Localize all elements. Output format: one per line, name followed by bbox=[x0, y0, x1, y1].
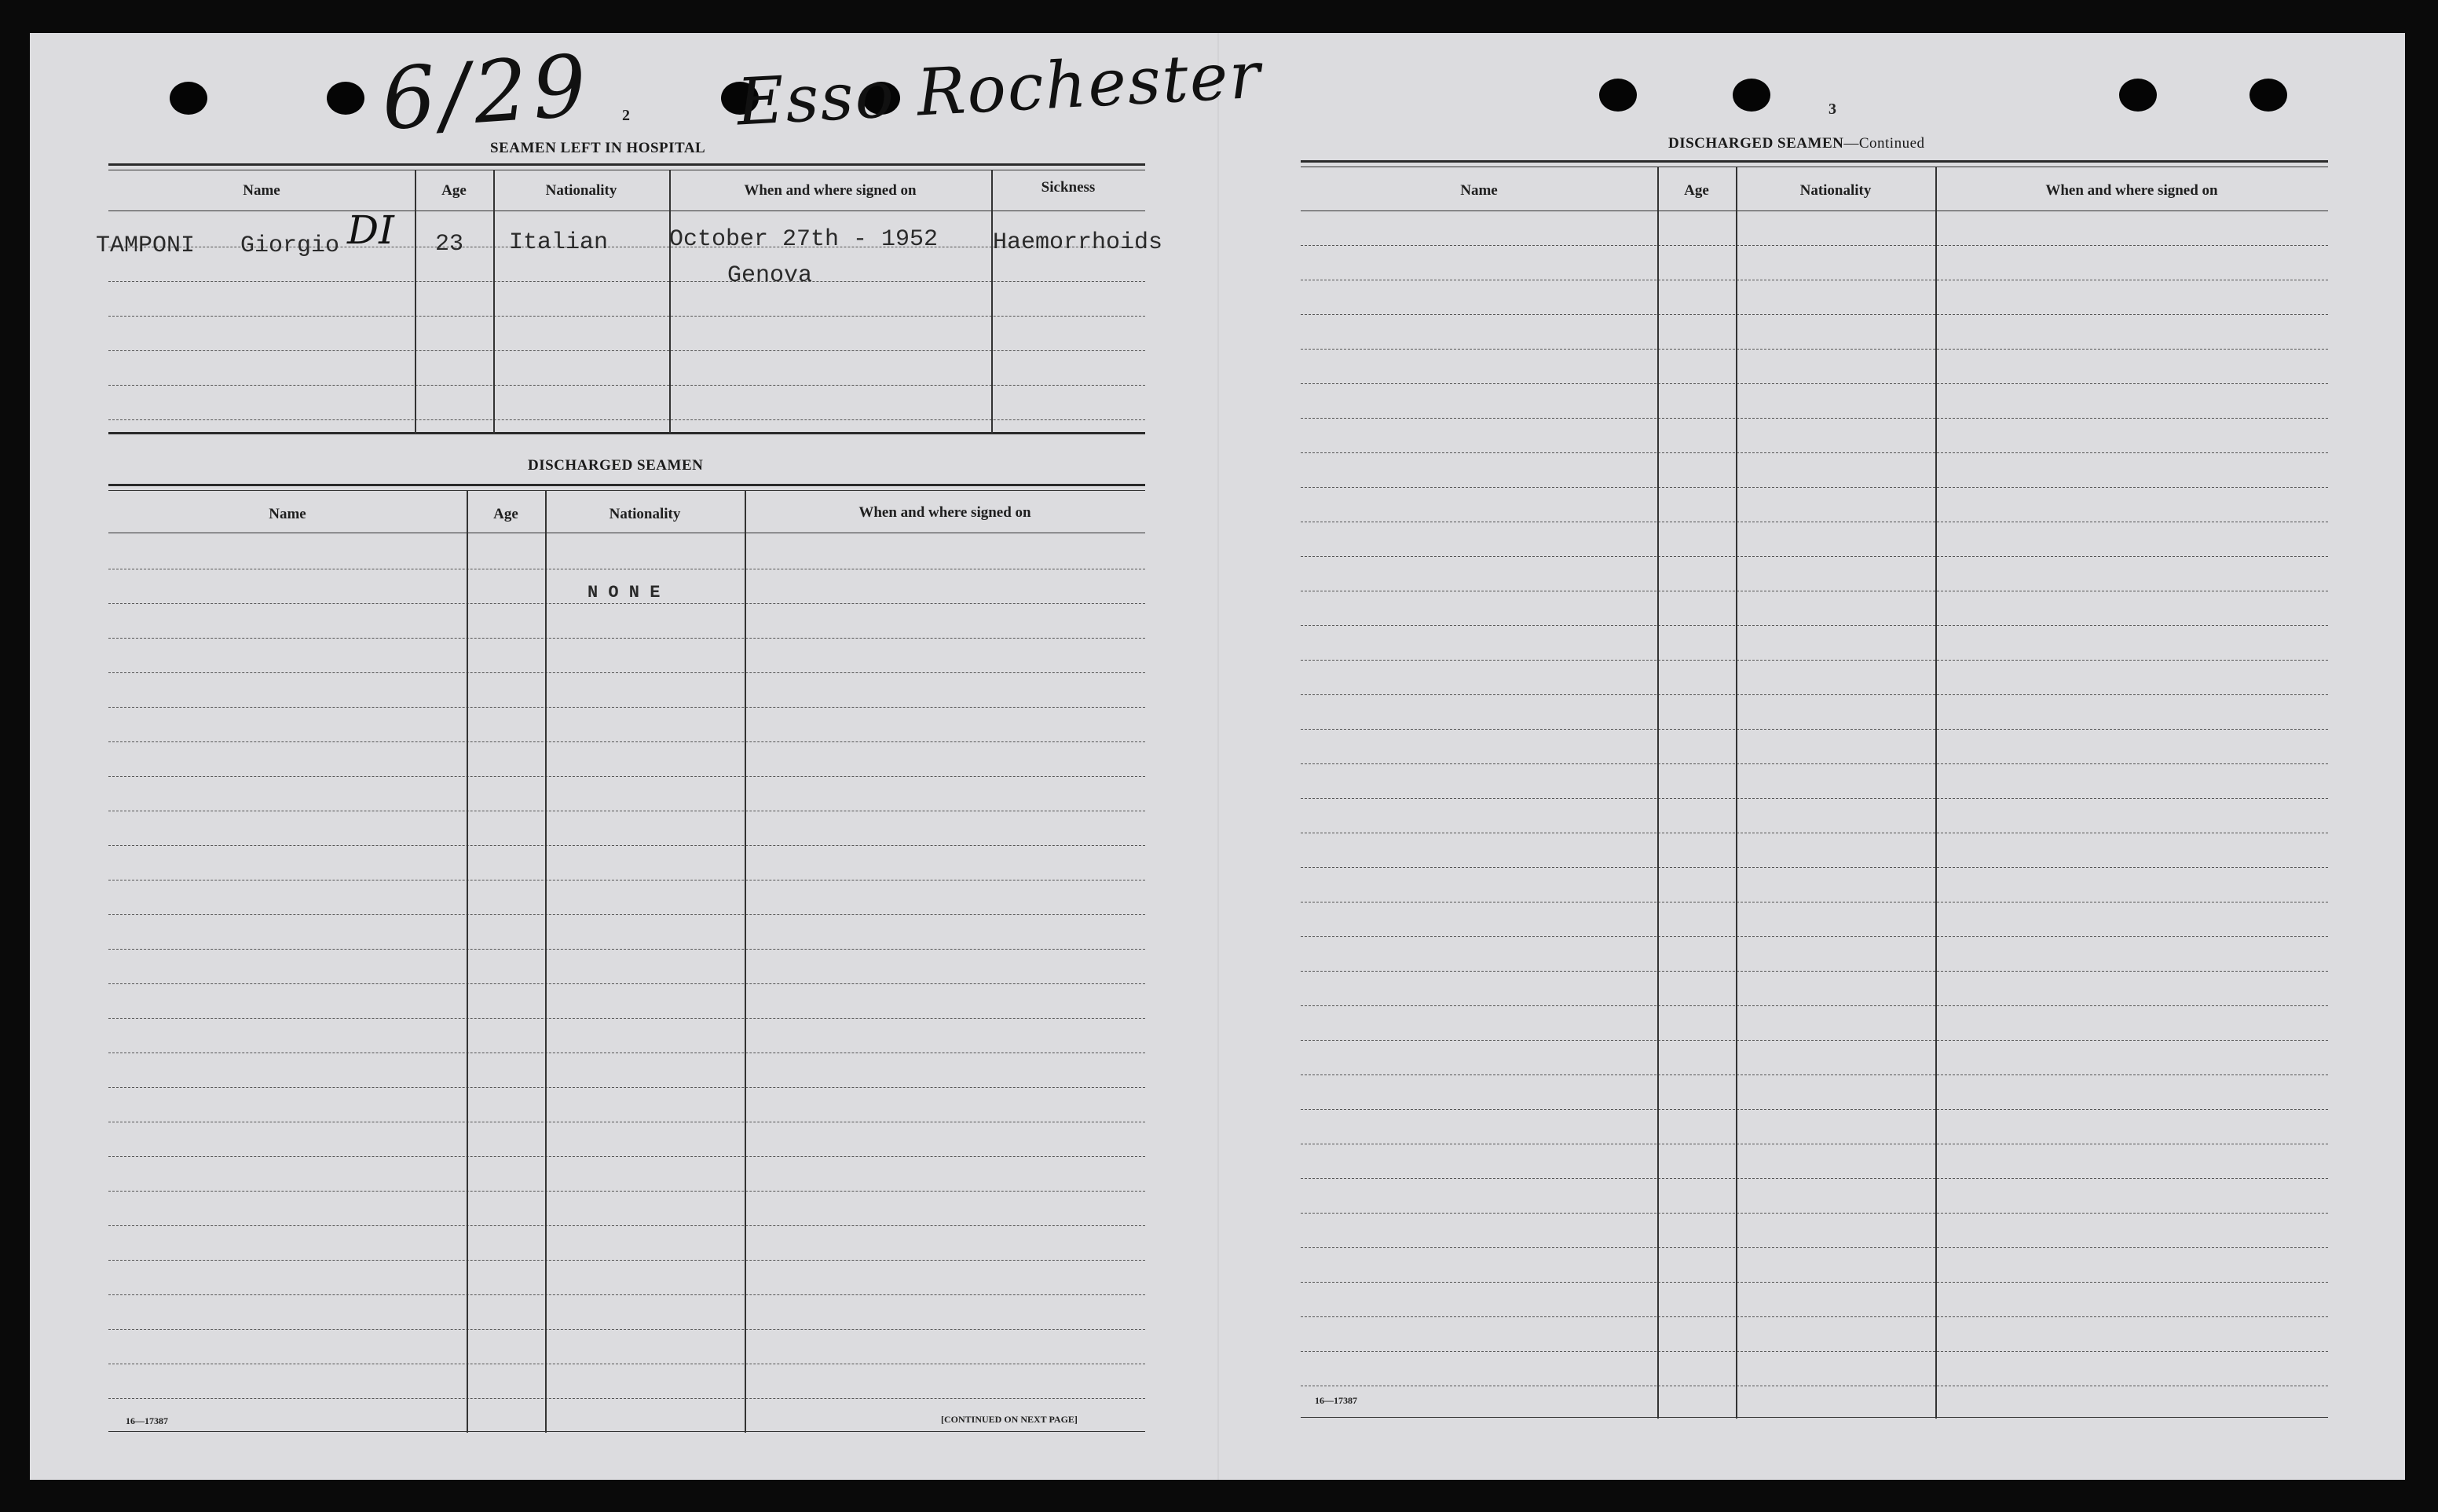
handwritten-initials: DI bbox=[347, 207, 394, 253]
column-header-sickness: Sickness bbox=[1041, 179, 1096, 196]
right-page bbox=[1217, 33, 2405, 1480]
hospital-entry-nationality: Italian bbox=[509, 229, 609, 256]
ledger-sheet bbox=[30, 33, 2405, 1480]
column-header-age: Age bbox=[441, 182, 467, 199]
column-header-age: Age bbox=[1684, 182, 1709, 199]
left-page bbox=[30, 33, 1217, 1480]
hospital-entry-signed-on-date: October 27th - 1952 bbox=[669, 226, 939, 253]
handwritten-ship-name: Esso Rochester bbox=[734, 38, 1264, 141]
title-continued: —Continued bbox=[1843, 135, 1925, 152]
column-header-name: Name bbox=[1460, 182, 1498, 199]
form-code: 16—17387 bbox=[1315, 1395, 1357, 1406]
hospital-entry-age: 23 bbox=[435, 231, 464, 258]
column-header-age: Age bbox=[493, 506, 518, 522]
continued-note: [CONTINUED ON NEXT PAGE] bbox=[941, 1414, 1078, 1425]
hospital-entry-sickness: Haemorrhoids bbox=[993, 229, 1163, 256]
discharged-section-title: DISCHARGED SEAMEN bbox=[528, 457, 704, 474]
column-header-signed-on: When and where signed on bbox=[744, 182, 917, 199]
hospital-entry-given-name: Giorgio bbox=[240, 232, 340, 259]
column-header-nationality: Nationality bbox=[609, 506, 681, 522]
discharged-none-entry: N O N E bbox=[588, 583, 661, 602]
column-header-nationality: Nationality bbox=[1799, 182, 1872, 199]
column-header-name: Name bbox=[269, 506, 306, 522]
page-number: 3 bbox=[1828, 101, 1836, 118]
discharged-continued-title bbox=[1668, 135, 1925, 152]
column-header-signed-on: When and where signed on bbox=[2045, 182, 2218, 199]
column-header-signed-on: When and where signed on bbox=[858, 504, 1031, 521]
hospital-entry-signed-on-place: Genova bbox=[727, 262, 813, 289]
discharged-continued-table bbox=[1301, 160, 2328, 1420]
handwritten-date: 6/29 bbox=[378, 36, 595, 150]
column-header-name: Name bbox=[243, 182, 280, 199]
hospital-section-title: SEAMEN LEFT IN HOSPITAL bbox=[490, 140, 706, 156]
discharged-table bbox=[108, 484, 1145, 1439]
page-number: 2 bbox=[622, 107, 630, 124]
title-main: DISCHARGED SEAMEN bbox=[1668, 135, 1844, 152]
hospital-table bbox=[108, 163, 1145, 435]
column-header-nationality: Nationality bbox=[545, 182, 617, 199]
form-code: 16—17387 bbox=[126, 1415, 168, 1426]
hospital-entry-surname: TAMPONI bbox=[96, 232, 196, 259]
